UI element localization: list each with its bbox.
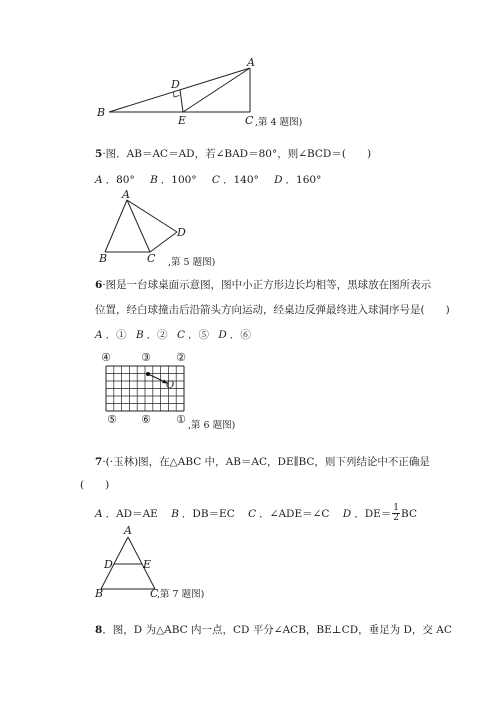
hole-label-3: ③ <box>141 351 151 364</box>
q6-option-d: D ．⑥ <box>218 329 251 341</box>
fig7-label-a: A <box>124 524 132 537</box>
hole-label-5: ⑤ <box>107 413 117 426</box>
fig4-label-b: B <box>97 106 106 119</box>
q5-number: 5 <box>95 148 103 160</box>
q5-stem: ·图．AB＝AC＝AD，若∠BAD＝80°，则∠BCD＝( ) <box>102 148 372 160</box>
q5-option-c: C ．140° <box>211 174 259 186</box>
q8-number: 8 <box>95 624 103 636</box>
fig4-label-d: D <box>171 78 180 91</box>
q5-stem-line <box>95 146 371 161</box>
hole-label-4: ④ <box>101 351 111 364</box>
fig4-label-a: A <box>247 56 255 69</box>
q6-option-a: A ．① <box>95 329 127 341</box>
q7-option-a: A ．AD＝AE <box>95 507 158 520</box>
fig5-label-a: A <box>122 188 130 201</box>
fig4-label-e: E <box>178 114 187 127</box>
fig7-label-d: D <box>104 558 113 571</box>
q6-option-c: C ．⑤ <box>177 329 210 341</box>
q7-option-c: C ．∠ADE＝∠C <box>248 507 330 520</box>
q5-option-a: A ．80° <box>95 174 135 186</box>
hole-label-2: ② <box>176 351 186 364</box>
q6-stem-1: ·图是一台球桌面示意图，图中小正方形边长均相等，黑球放在图所表示 <box>102 279 432 291</box>
fig7-label-c: C <box>150 587 159 600</box>
fig6-caption: ,第 6 题图) <box>188 420 236 431</box>
fig4-caption: ,第 4 题图) <box>255 117 303 128</box>
fig5-label-b: B <box>99 252 108 265</box>
q7-stem-line2: ( ) <box>80 479 110 491</box>
q6-stem-line2: 位置，经白球撞击后沿箭头方向运动，经桌边反弹最终进入球洞序号是( ) <box>95 304 450 316</box>
fig5-label-d: D <box>177 226 186 239</box>
q7-option-b: B ．DB＝EC <box>171 507 235 520</box>
figure-5 <box>0 190 500 270</box>
q8-stem: ．图，D 为△ABC 内一点，CD 平分∠ACB，BE⊥CD，垂足为 D，交 AC <box>102 624 452 636</box>
fig6-ball-label: O <box>166 380 175 391</box>
figure-7 <box>0 525 500 600</box>
hole-label-6: ⑥ <box>141 413 151 426</box>
figure-6-billiard-table <box>0 350 500 430</box>
fig5-label-c: C <box>147 252 156 265</box>
q6-options <box>95 327 263 342</box>
fig7-caption: ,第 7 题图) <box>157 589 205 600</box>
q7-number: 7 <box>95 456 103 468</box>
hole-label-1: ① <box>176 413 186 426</box>
q6-number: 6 <box>95 279 103 291</box>
figure-4 <box>0 0 500 140</box>
q7-stem-1: ·(·玉林)图，在△ABC 中，AB＝AC，DE∥BC，则下列结论中不正确是 <box>102 456 430 468</box>
fraction-one-half: $\frac{1}{2}$ <box>393 503 400 523</box>
q5-options <box>95 172 333 187</box>
q7-options <box>95 504 429 523</box>
q7-option-d: D ．DE＝ $\frac{1}{2}$ BC <box>342 503 417 523</box>
fig4-label-c: C <box>245 114 254 127</box>
q5-option-b: B ．100° <box>150 174 197 186</box>
fig5-caption: ,第 5 题图) <box>168 257 216 268</box>
fig7-label-b: B <box>95 587 104 600</box>
q6-stem-line1 <box>95 277 431 292</box>
fig7-label-e: E <box>143 558 152 571</box>
q8-stem-line <box>95 622 452 637</box>
q6-option-b: B ．② <box>135 329 168 341</box>
q5-option-d: D ．160° <box>274 174 322 186</box>
q7-stem-line1 <box>95 454 430 469</box>
